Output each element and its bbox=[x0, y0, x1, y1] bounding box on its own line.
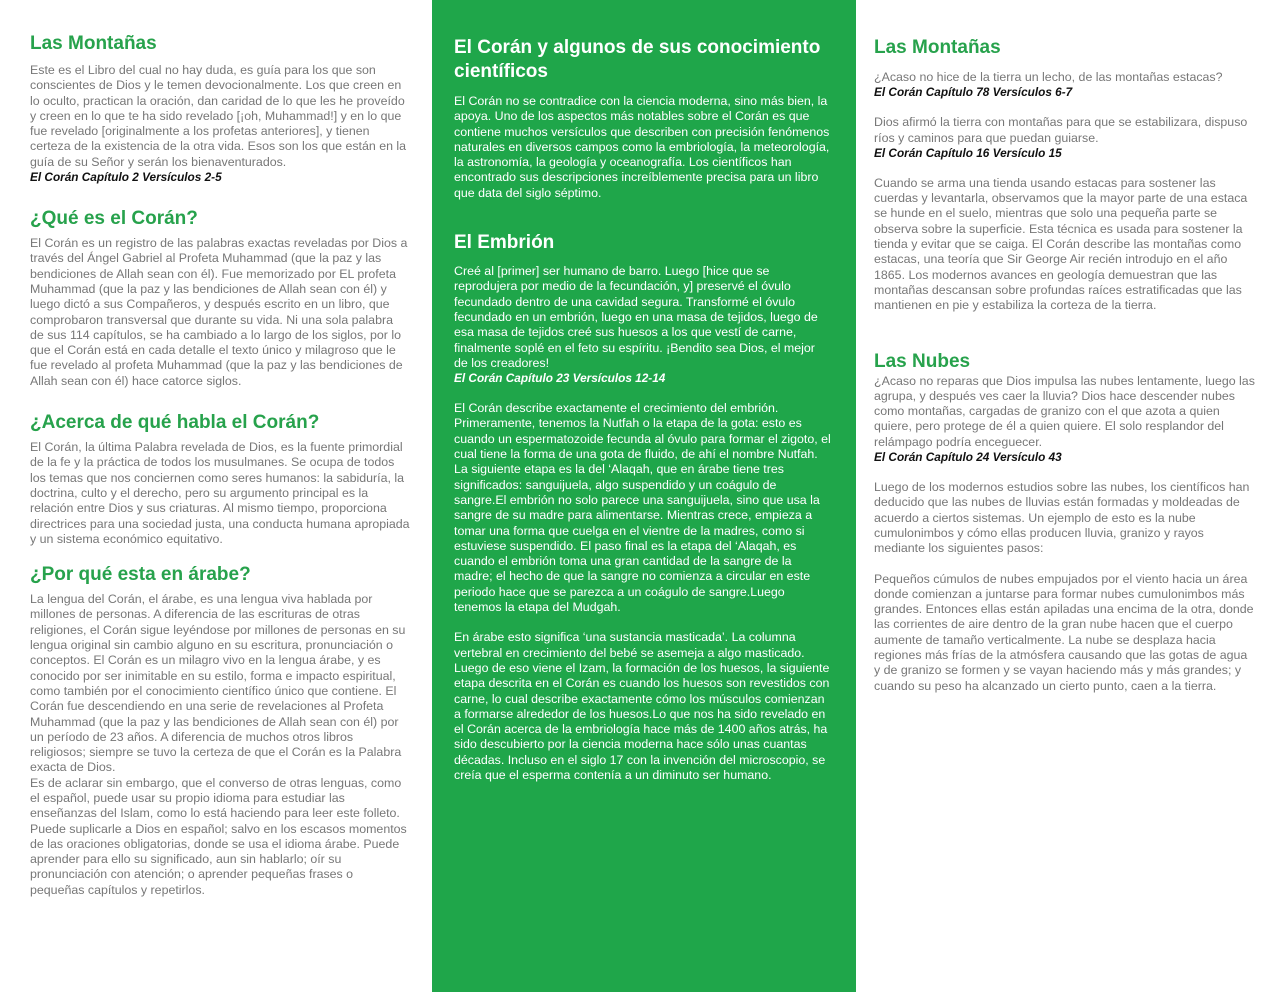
montanas-explanation: Cuando se arma una tienda usando estacas para sostener las cuerdas y levantarla, observamos que la mayor parte de una estaca se hunde en el suelo, mientras que solo una pequeña parte se observa sobre la superficie. Esta técnica es usada para sostener la tienda y evitar que se caiga. El Corán describe las montañas como estacas, una teoría que Sir George Air recién introdujo en el año 1865. Los modernos avances en geología demuestran que las montañas descansan sobre profundas raíces estratificadas que las mantienen en pie y estabiliza la corteza de la tierra. bbox=[874, 175, 1248, 313]
nubes-quote: ¿Acaso no reparas que Dios impulsa las nubes lentamente, luego las agrupa, y después ves caer la lluvia? Dios hace descender nubes como montañas, cargadas de granizo con el que azota a quien quiere, pero protege de él a quien quiere. El solo resplandor del relámpago podría enceguecer. bbox=[874, 373, 1255, 449]
montanas-text: Este es el Libro del cual no hay duda, es guía para los que son conscientes de Dios y le temen devocionalmente. Los que creen en lo oculto, practican la oración, dan caridad de lo que les he proveído y creen en lo que te ha sido revelado [¡oh, Muhammad!] y en lo que fue revelado [originalmente a los profetas anteriores], y tienen certeza de la existencia de la otra vida. Esos son los que están en la guía de su Señor y serán los bienaventurados. bbox=[30, 63, 407, 169]
montanas-reference: El Corán Capítulo 2 Versículos 2-5 bbox=[30, 170, 222, 185]
section-title-cientificos: El Corán y algunos de sus conocimiento científicos bbox=[454, 37, 821, 82]
section-title-embrion: El Embrión bbox=[454, 232, 555, 254]
montanas-quote-1: ¿Acaso no hice de la tierra un lecho, de las montañas estacas? bbox=[874, 70, 1223, 84]
section-title-acerca: ¿Acerca de qué habla el Corán? bbox=[30, 412, 320, 434]
cientificos-text: El Corán no se contradice con la ciencia moderna, sino más bien, la apoya. Uno de los aspectos más notables sobre el Corán es que contiene muchos versículos que describen con precisión fenómenos naturales en diversos campos como la embriología, la meteorología, la astronomía, la geología y oceanografía. Los científicos han encontrado sus descripciones increíblemente precisa para un libro que data del siglo séptimo. bbox=[454, 94, 830, 200]
nubes-reference: El Corán Capítulo 24 Versículo 43 bbox=[874, 450, 1062, 465]
montanas-reference-1: El Corán Capítulo 78 Versículos 6-7 bbox=[874, 85, 1073, 100]
right-column bbox=[856, 0, 1280, 992]
section-title-nubes: Las Nubes bbox=[874, 350, 971, 372]
embrion-quote: Creé al [primer] ser humano de barro. Luego [hice que se reprodujera por medio de la fecundación, y] preservé el óvulo fecundado dentro de una cavidad segura. Transformé el óvulo fecundado en un embrión, luego en una masa de tejidos, luego de esa masa de tejidos creé sus huesos a los que vestí de carne, finalmente soplé en el feto su espíritu. ¡Bendito sea Dios, el mejor de los creadores! bbox=[454, 264, 818, 370]
por-que-text-1: La lengua del Corán, el árabe, es una lengua viva hablada por millones de personas. A diferencia de las escrituras de otras religiones, el Corán sigue leyéndose por millones de personas en su lengua original sin cambio alguno en su escritura, pronunciación o conceptos. El Corán es un milagro vivo en la lengua árabe, y es conocido por ser inimitable en su estilo, forma e impacto espiritual, como también por el conocimiento científico único que contiene. El Corán fue descendiendo en una serie de revelaciones al Profeta Muhammad (que la paz y las bendiciones de Allah sean con él) por un período de 23 años. A diferencia de muchos otros libros religiosos; siempre se tuvo la certeza de que el Corán es la Palabra exacta de Dios. bbox=[30, 592, 406, 775]
nubes-text-1: Luego de los modernos estudios sobre las nubes, los científicos han deducido que las nubes de lluvias están formadas y moldeadas de acuerdo a ciertos sistemas. Un ejemplo de esto es la nube cumulonimbos y cómo ellas producen lluvia, granizo y rayos mediante los siguientes pasos: bbox=[874, 480, 1250, 556]
section-title-que-es: ¿Qué es el Corán? bbox=[30, 208, 198, 230]
por-que-text-3: Puede suplicarle a Dios en español; salvo en los escasos momentos de las oraciones obligatorias, donde se usa el idioma árabe. Puede aprender para ello su significado, aun sin hablarlo; oír su pronunciación con atención; o aprender pequeñas frases o pequeñas capítulos y repetirlos. bbox=[30, 821, 407, 897]
embrion-reference: El Corán Capítulo 23 Versículos 12-14 bbox=[454, 371, 666, 386]
acerca-text: El Corán, la última Palabra revelada de Dios, es la fuente primordial de la fe y la práctica de todos los musulmanes. Se ocupa de todos los temas que nos conciernen como seres humanos: la sabiduría, la doctrina, culto y el derecho, pero su argumento principal es la relación entre Dios y sus criaturas. Al mismo tiempo, proporciona directrices para una sociedad justa, una conducta humana apropiada y un sistema económico equitativo. bbox=[30, 440, 410, 546]
montanas-reference-2: El Corán Capítulo 16 Versículo 15 bbox=[874, 145, 1062, 160]
embrion-text-2: En árabe esto significa ‘una sustancia masticada’. La columna vertebral en crecimiento del bebé se asemeja a algo masticado. Luego de eso viene el Izam, la formación de los huesos, la siguiente etapa descrita en el Corán es cuando los huesos son revestidos con carne, lo cual describe exactamente cómo los músculos comienzan a formarse alrededor de los huesos.Lo que nos ha sido revelado en el Corán acerca de la embriología hace más de 1400 años atrás, ha sido descubierto por la ciencia moderna hace sólo unas cuantas décadas. Incluso en el siglo 17 con la invención del microscopio, se creía que el esperma contenía a un diminuto ser humano. bbox=[454, 630, 830, 782]
embrion-text-1: El Corán describe exactamente el crecimiento del embrión. Primeramente, tenemos la Nutfah o la etapa de la gota: esto es cuando un espermatozoide fecunda al óvulo para formar el zigoto, el cual tiene la forma de una gota de fluido, de ahí el nombre Nutfah. La siguiente etapa es la del ‘Alaqah, que en árabe tiene tres significados: sanguijuela, algo suspendido y un coágulo de sangre.El embrión no solo parece una sanguijuela, sino que usa la sangre de su madre para alimentarse. Mientras crece, empieza a tomar una forma que cuelga en el vientre de la madres, como si estuviese suspendido. El paso final es la etapa del ‘Alaqah, es cuando el embrión toma una gran cantidad de la sangre de la madre; el hecho de que la sangre no comienza a circular en este periodo hace que se parezca a un coágulo de sangre.Luego tenemos la etapa del Mudgah. bbox=[454, 401, 831, 615]
montanas-quote-2: Dios afirmó la tierra con montañas para que se estabilizara, dispuso ríos y caminos para que puedan guiarse. bbox=[874, 115, 1248, 145]
nubes-text-2: Pequeños cúmulos de nubes empujados por el viento hacia un área donde comienzan a juntarse para formar nubes cumulonimbos más grandes. Entonces ellas están apiladas una encima de la otra, donde las corrientes de aire dentro de la gran nube hacen que el cuerpo aumente de tamaño verticalmente. La nube se desplaza hacia regiones más frías de la atmósfera causando que las gotas de agua y de granizo se formen y se vayan haciendo más y más grandes; y cuando su peso ha alcanzado un cierto punto, caen a la tierra. bbox=[874, 571, 1254, 693]
section-title-montanas-right: Las Montañas bbox=[874, 37, 1001, 58]
left-column bbox=[0, 0, 432, 992]
middle-column bbox=[432, 0, 856, 992]
section-title-montanas: Las Montañas bbox=[30, 33, 157, 54]
por-que-text-2: Es de aclarar sin embargo, que el converso de otras lenguas, como el español, puede usar su propio idioma para estudiar las enseñanzas del Islam, como lo está haciendo para leer este folleto. bbox=[30, 775, 402, 821]
que-es-text: El Corán es un registro de las palabras exactas reveladas por Dios a través del Ángel Gabriel al Profeta Muhammad (que la paz y las bendiciones de Allah sean con él). Fue memorizado por EL profeta Muhammad (que la paz y las bendiciones de Allah sean con él) y luego dictó a sus Compañeros, y después escrito en un libro, que comprobaron transversal que durante su vida. Ni una sola palabra de sus 114 capítulos, se ha cambiado a lo largo de los siglos, por lo que el Corán está en cada detalle el texto único y milagroso que le fue revelado al profeta Muhammad (que la paz y las bendiciones de Allah sean con él) hace catorce siglos. bbox=[30, 236, 408, 388]
section-title-por-que: ¿Por qué esta en árabe? bbox=[30, 564, 251, 586]
